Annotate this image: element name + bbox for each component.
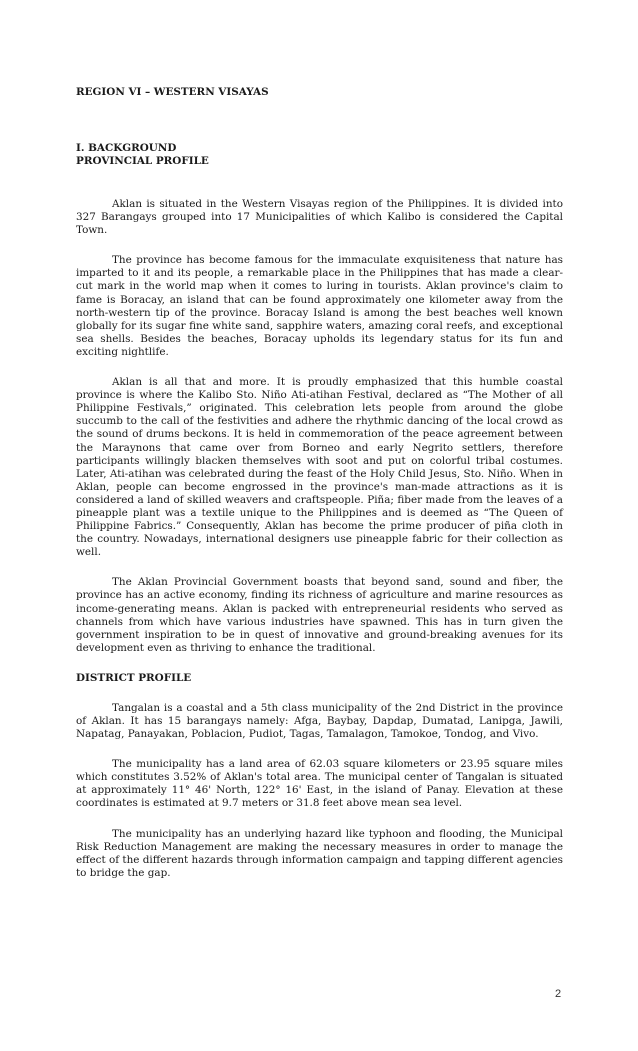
- paragraph-district-2: The municipality has a land area of 62.03 square kilometers or 23.95 square miles which constitutes 3.52% of Aklan's total area. The municipal center of Tangalan is situated at approximately 11° 46' North, 122° 16' East, in the island of Panay. Elevation at these coordinates is estimated at 9.7 meters or 31.8 feet above mean sea level.: [76, 758, 563, 810]
- paragraph-provincial-2: The province has become famous for the immaculate exquisiteness that nature has imparted to it and its people, a remarkable place in the Philippines that has made a clear-cut mark in the world map when it comes to luring in tourists. Aklan province's claim to fame is Boracay, an island that can be found approximately one kilometer away from the north-western tip of the province. Boracay Island is among the best beaches well known globally for its sugar fine white sand, sapphire waters, amazing coral reefs, and exceptional sea shells. Besides the beaches, Boracay upholds its legendary status for its fun and exciting nightlife.: [76, 254, 563, 358]
- page-number: 2: [555, 988, 562, 1000]
- section-heading: [76, 142, 563, 168]
- district-profile-heading: DISTRICT PROFILE: [76, 671, 192, 684]
- provincial-profile-heading: PROVINCIAL PROFILE: [76, 155, 209, 167]
- region-title: REGION VI – WESTERN VISAYAS: [76, 86, 269, 98]
- paragraph-provincial-3: Aklan is all that and more. It is proudly emphasized that this humble coastal province is where the Kalibo Sto. Niño Ati-atihan Festival, declared as “The Mother of all Philippine Festivals,” originated. This celebration lets people from around the globe succumb to the call of the festivities and adhere the rhythmic dancing of the local crowd as the sound of drums beckons. It is held in commemoration of the peace agreement between the Maraynons that came over from Borneo and early Negrito settlers, therefore participants willingly blacken themselves with soot and put on colorful tribal costumes. Later, Ati-atihan was celebrated during the feast of the Holy Child Jesus, Sto. Niño. When in Aklan, people can become engrossed in the province's man-made attractions as it is considered a land of skilled weavers and craftspeople. Piña; fiber made from the leaves of a pineapple plant was a textile unique to the Philippines and is deemed as “The Queen of Philippine Fabrics.” Consequently, Aklan has become the prime producer of piña cloth in the country. Nowadays, international designers use pineapple fabric for their collection as well.: [76, 376, 563, 559]
- document-page: [76, 86, 563, 897]
- paragraph-district-1: Tangalan is a coastal and a 5th class municipality of the 2nd District in the province of Aklan. It has 15 barangays namely: Afga, Baybay, Dapdap, Dumatad, Lanipga, Jawili, Napatag, Panayakan, Poblacion, Pudiot, Tagas, Tamalagon, Tamokoe, Tondog, and Vivo.: [76, 701, 563, 741]
- paragraph-district-3: The municipality has an underlying hazard like typhoon and flooding, the Municipal Risk Reduction Management are making the necessary measures in order to manage the effect of the different hazards through information campaign and tapping different agencies to bridge the gap.: [76, 827, 563, 879]
- paragraph-provincial-4: The Aklan Provincial Government boasts that beyond sand, sound and fiber, the province has an active economy, finding its richness of agriculture and marine resources as income-generating means. Aklan is packed with entrepreneurial residents who served as channels from which have various industries have spawned. This has in turn given the government inspiration to be in quest of innovative and ground-breaking avenues for its development even as thriving to enhance the traditional.: [76, 576, 563, 654]
- background-heading: I. BACKGROUND: [76, 142, 177, 154]
- paragraph-provincial-1: Aklan is situated in the Western Visayas region of the Philippines. It is divided into 327 Barangays grouped into 17 Municipalities of which Kalibo is considered the Capital Town.: [76, 198, 563, 237]
